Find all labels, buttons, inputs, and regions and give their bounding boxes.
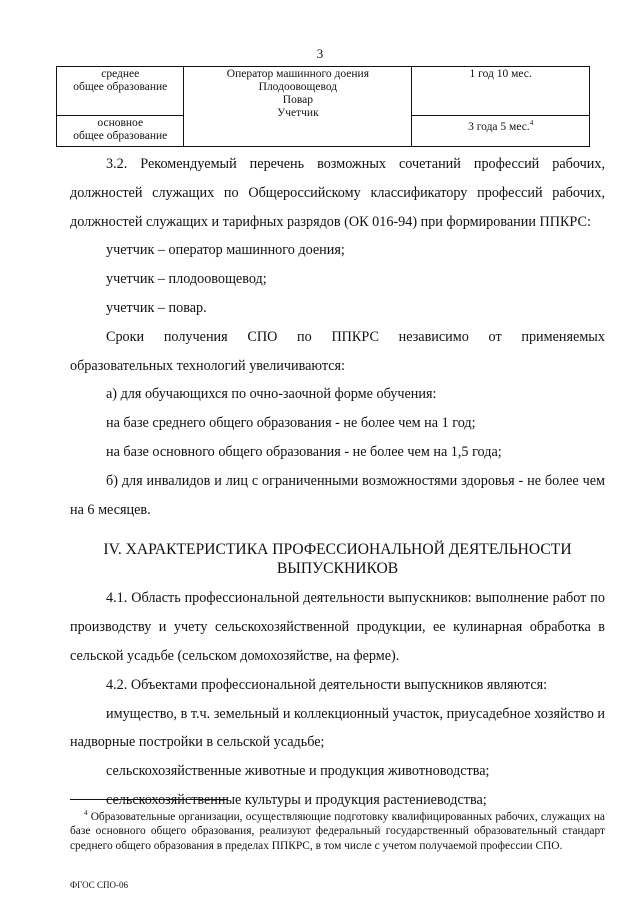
education-cell: основное общее образование (57, 116, 184, 147)
terms-item: на базе основного общего образования - не более чем на 1,5 года; (106, 443, 502, 460)
term-cell: 1 год 10 мес. (412, 67, 590, 116)
terms-paragraph-line: Сроки получения СПО по ППКРС независимо от применяемых (106, 328, 605, 345)
terms-item-a: а) для обучающихся по очно-заочной форме обучения: (106, 386, 437, 403)
footer-label: ФГОС СПО-06 (70, 880, 128, 890)
education-cell: среднее общее образование (57, 67, 184, 116)
paragraph-3-2: 3.2. Рекомендуемый перечень возможных сочетаний профессий рабочих, должностей служащих по Общероссийскому классификатору профессий рабочих, должностей служащих и тарифных разрядов (ОК 016-94) при формировании ППКРС: (70, 156, 605, 230)
combo-item: учетчик – оператор машинного доения; (106, 242, 345, 259)
footnote-ref: 4 (529, 119, 534, 127)
footnote-text: Образовательные организации, осуществляющие подготовку квалифицированных рабочих, служащих на базе основного общего образования, реализуют федеральный государственный образовательный стандарт среднего общего образования в пределах ППКРС, в том числе с учетом получаемой профессии СПО. (70, 810, 605, 852)
document-body (70, 150, 605, 815)
section-heading: IV. ХАРАКТЕРИСТИКА ПРОФЕССИОНАЛЬНОЙ ДЕЯТЕЛЬНОСТИ ВЫПУСКНИКОВ (103, 541, 572, 578)
table-row (57, 67, 590, 116)
footnote-divider (70, 799, 228, 800)
objects-item: сельскохозяйственные культуры и продукция растениеводства; (106, 791, 487, 808)
paragraph-4-1: 4.1. Область профессиональной деятельности выпускников: выполнение работ по производству и учету сельскохозяйственной продукции, ее кулинарная обработка в сельской усадьбе (сельском домохозяйстве, на ферме). (70, 590, 605, 664)
terms-item: на базе среднего общего образования - не более чем на 1 год; (106, 415, 476, 432)
footnote (70, 806, 605, 854)
terms-item-b: б) для инвалидов и лиц с ограниченными возможностями здоровья - не более чем на 6 месяцев. (70, 472, 605, 518)
terms-paragraph-cont: образовательных технологий увеличиваются: (70, 357, 345, 374)
footnote-mark: 4 (84, 809, 88, 817)
term-cell: 3 года 5 мес.$^4$ (412, 116, 590, 147)
combo-item: учетчик – повар. (106, 299, 207, 316)
paragraph-4-2: 4.2. Объектами профессиональной деятельности выпускников являются: (106, 676, 548, 693)
combo-item: учетчик – плодоовощевод; (106, 271, 267, 288)
professions-table (56, 66, 590, 147)
professions-cell: Оператор машинного доения Плодоовощевод Повар Учетчик (184, 67, 412, 147)
objects-item: сельскохозяйственные животные и продукция животноводства; (106, 763, 490, 780)
objects-item: имущество, в т.ч. земельный и коллекционный участок, приусадебное хозяйство и надворные постройки в сельской усадьбе; (70, 705, 605, 751)
page-number: 3 (316, 46, 324, 61)
